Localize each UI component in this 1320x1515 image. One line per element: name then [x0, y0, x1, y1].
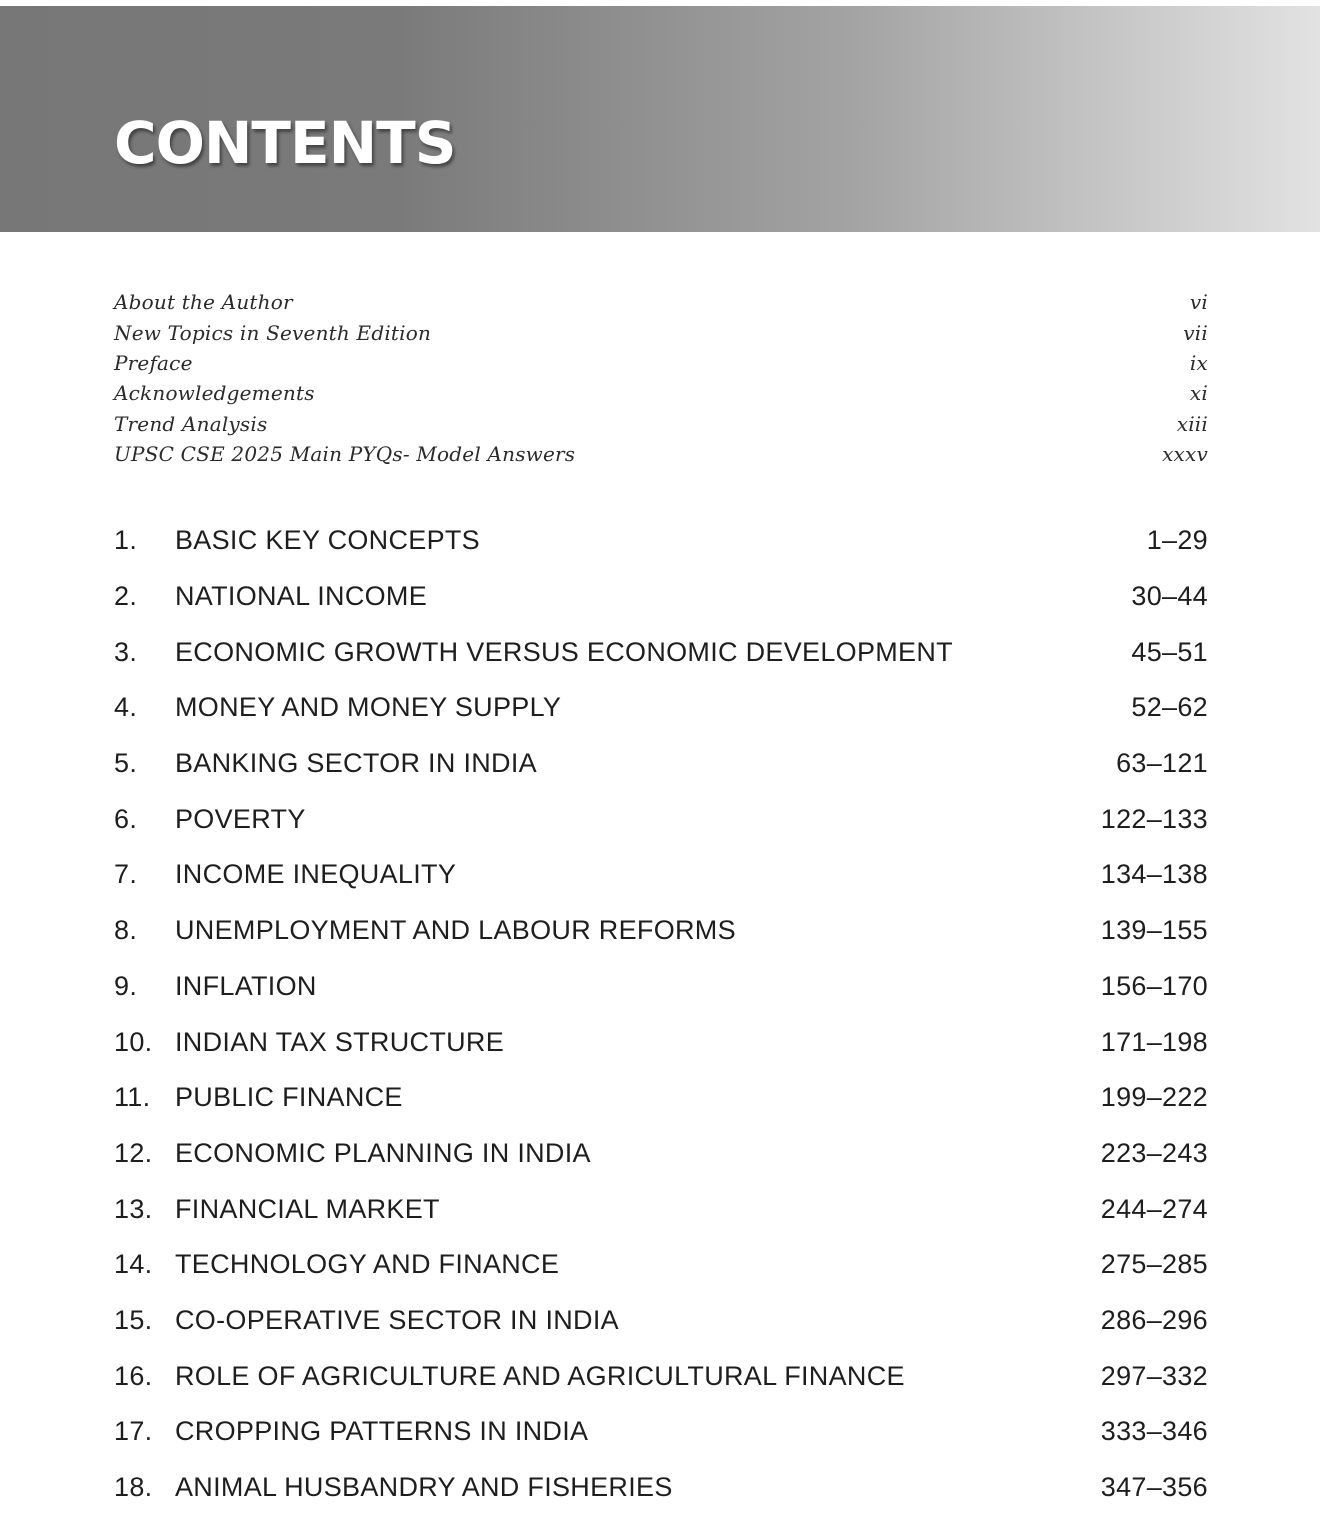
chapter-title: BANKING SECTOR IN INDIA: [175, 748, 537, 779]
chapter-number: 10.: [114, 1026, 153, 1057]
chapter-pages: 45–51: [1131, 636, 1208, 667]
front-matter-list: [114, 287, 1208, 469]
chapter-number: 7.: [114, 859, 138, 890]
chapter-item[interactable]: [114, 1293, 1208, 1349]
chapter-title: NATIONAL INCOME: [175, 581, 428, 612]
chapter-pages: 223–243: [1100, 1137, 1208, 1168]
front-matter-title: Preface: [114, 350, 193, 375]
chapter-title: UNEMPLOYMENT AND LABOUR REFORMS: [175, 915, 736, 946]
chapter-item[interactable]: [114, 1014, 1208, 1070]
front-matter-item[interactable]: [114, 317, 1208, 347]
chapter-item[interactable]: [114, 1348, 1208, 1404]
front-matter-page: vii: [1183, 320, 1208, 345]
chapter-item[interactable]: [114, 569, 1208, 625]
chapter-number: 2.: [114, 581, 138, 612]
front-matter-item[interactable]: [114, 439, 1208, 469]
front-matter-title: Trend Analysis: [114, 411, 268, 436]
chapter-pages: 347–356: [1100, 1472, 1208, 1503]
chapter-number: 11.: [114, 1082, 151, 1113]
front-matter-item[interactable]: [114, 378, 1208, 408]
front-matter-title: About the Author: [114, 290, 293, 315]
front-matter-page: ix: [1189, 350, 1208, 375]
chapter-pages: 1–29: [1146, 525, 1208, 556]
chapter-title: ANIMAL HUSBANDRY AND FISHERIES: [175, 1472, 673, 1503]
chapter-title: INDIAN TAX STRUCTURE: [175, 1026, 505, 1057]
chapter-title: MONEY AND MONEY SUPPLY: [175, 692, 562, 723]
chapter-title: PUBLIC FINANCE: [175, 1082, 403, 1113]
chapter-item[interactable]: [114, 791, 1208, 847]
chapter-number: 9.: [114, 970, 138, 1001]
chapter-title: ROLE OF AGRICULTURE AND AGRICULTURAL FINANCE: [175, 1360, 905, 1391]
chapter-number: 16.: [114, 1360, 153, 1391]
chapter-item[interactable]: [114, 1070, 1208, 1126]
chapter-number: 6.: [114, 803, 138, 834]
front-matter-item[interactable]: [114, 348, 1208, 378]
chapter-item[interactable]: [114, 1181, 1208, 1237]
chapter-item[interactable]: [114, 1237, 1208, 1293]
chapter-title: INFLATION: [175, 970, 317, 1001]
chapter-pages: 30–44: [1131, 581, 1208, 612]
front-matter-title: New Topics in Seventh Edition: [114, 320, 432, 345]
chapter-pages: 134–138: [1100, 859, 1208, 890]
chapter-item[interactable]: [114, 959, 1208, 1015]
chapter-item[interactable]: [114, 1126, 1208, 1182]
chapter-pages: 286–296: [1100, 1304, 1208, 1335]
chapter-title: INCOME INEQUALITY: [175, 859, 457, 890]
chapter-title: ECONOMIC GROWTH VERSUS ECONOMIC DEVELOPMENT: [175, 636, 953, 667]
front-matter-title: UPSC CSE 2025 Main PYQs- Model Answers: [114, 442, 576, 467]
chapter-number: 15.: [114, 1304, 153, 1335]
chapter-pages: 297–332: [1100, 1360, 1208, 1391]
chapter-title: ECONOMIC PLANNING IN INDIA: [175, 1137, 591, 1168]
chapter-number: 1.: [114, 525, 138, 556]
chapter-title: TECHNOLOGY AND FINANCE: [175, 1249, 560, 1280]
chapter-pages: 244–274: [1100, 1193, 1208, 1224]
front-matter-page: xiii: [1176, 411, 1208, 436]
chapter-number: 8.: [114, 915, 138, 946]
chapter-number: 4.: [114, 692, 138, 723]
chapter-pages: 52–62: [1131, 692, 1208, 723]
chapter-item[interactable]: [114, 624, 1208, 680]
chapter-item[interactable]: [114, 903, 1208, 959]
chapter-title: FINANCIAL MARKET: [175, 1193, 440, 1224]
chapter-pages: 122–133: [1100, 803, 1208, 834]
chapter-item[interactable]: [114, 513, 1208, 569]
chapter-title: POVERTY: [175, 803, 306, 834]
chapter-item[interactable]: [114, 847, 1208, 903]
chapter-item[interactable]: [114, 736, 1208, 792]
chapter-pages: 156–170: [1100, 970, 1208, 1001]
contents-banner: [0, 6, 1320, 232]
chapter-number: 14.: [114, 1249, 153, 1280]
chapter-item[interactable]: [114, 1404, 1208, 1460]
chapter-pages: 199–222: [1100, 1082, 1208, 1113]
chapter-pages: 63–121: [1116, 748, 1208, 779]
chapter-pages: 275–285: [1100, 1249, 1208, 1280]
front-matter-page: xi: [1189, 381, 1208, 406]
chapter-number: 18.: [114, 1472, 153, 1503]
front-matter-page: xxxv: [1162, 442, 1208, 467]
chapter-pages: 171–198: [1100, 1026, 1208, 1057]
page-title: CONTENTS: [114, 109, 456, 177]
chapter-number: 12.: [114, 1137, 153, 1168]
chapter-pages: 139–155: [1100, 915, 1208, 946]
chapter-item[interactable]: [114, 1460, 1208, 1515]
chapter-title: CROPPING PATTERNS IN INDIA: [175, 1416, 589, 1447]
chapter-number: 17.: [114, 1416, 153, 1447]
chapter-item[interactable]: [114, 680, 1208, 736]
front-matter-title: Acknowledgements: [114, 381, 315, 406]
chapter-pages: 333–346: [1100, 1416, 1208, 1447]
front-matter-item[interactable]: [114, 409, 1208, 439]
chapter-number: 5.: [114, 748, 138, 779]
chapter-number: 3.: [114, 636, 138, 667]
front-matter-page: vi: [1189, 290, 1208, 315]
chapter-title: BASIC KEY CONCEPTS: [175, 525, 480, 556]
chapter-number: 13.: [114, 1193, 153, 1224]
front-matter-item[interactable]: [114, 287, 1208, 317]
chapter-title: CO-OPERATIVE SECTOR IN INDIA: [175, 1304, 619, 1335]
chapter-list: [114, 513, 1208, 1515]
